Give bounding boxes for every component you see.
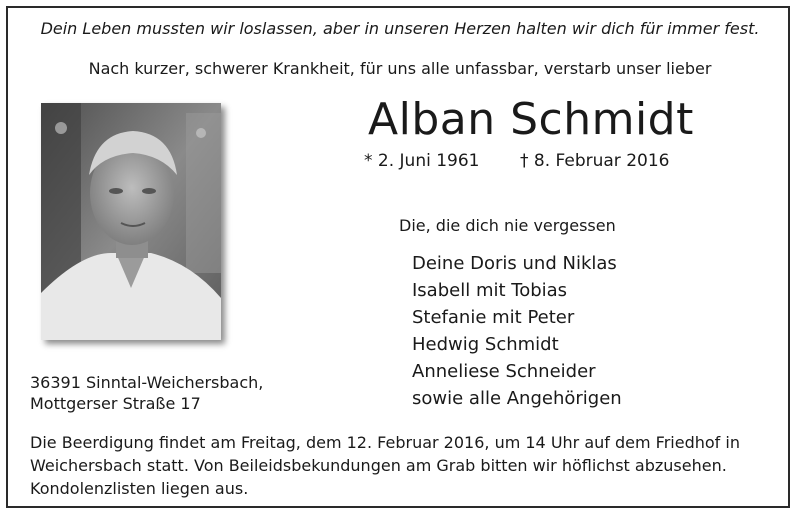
mourner-entry: Hedwig Schmidt [412,334,559,355]
mourner-entry: Isabell mit Tobias [412,280,568,301]
funeral-note-line: Weichersbach statt. Von Beileidsbekundungen am Grab bitten wir höflichst abzusehen. [30,456,727,475]
mourner-entry: Deine Doris und Niklas [412,253,617,274]
funeral-note-line: Kondolenzlisten liegen aus. [30,479,249,498]
intro-text: Nach kurzer, schwerer Krankheit, für uns alle unfassbar, verstarb unser lieber [88,59,712,78]
portrait-photo [41,103,221,340]
mourner-entry: Anneliese Schneider [412,361,596,382]
funeral-note [30,431,790,500]
death-date: † 8. Februar 2016 [520,151,670,171]
mourner-entry: Stefanie mit Peter [412,307,575,328]
mourners-intro: Die, die dich nie vergessen [399,216,616,235]
memorial-quote: Dein Leben mussten wir loslassen, aber in unseren Herzen halten wir dich für immer fest. [40,19,760,38]
mourner-entry: sowie alle Angehörigen [412,388,622,409]
mourners-list [412,250,622,412]
address-line: Mottgerser Straße 17 [30,394,201,413]
address-line: 36391 Sinntal-Weichersbach, [30,373,264,392]
deceased-name: Alban Schmidt [368,94,694,145]
funeral-note-line: Die Beerdigung findet am Freitag, dem 12. Februar 2016, um 14 Uhr auf dem Friedhof in [30,433,740,452]
birth-date: * 2. Juni 1961 [364,151,480,171]
family-address [30,372,263,414]
